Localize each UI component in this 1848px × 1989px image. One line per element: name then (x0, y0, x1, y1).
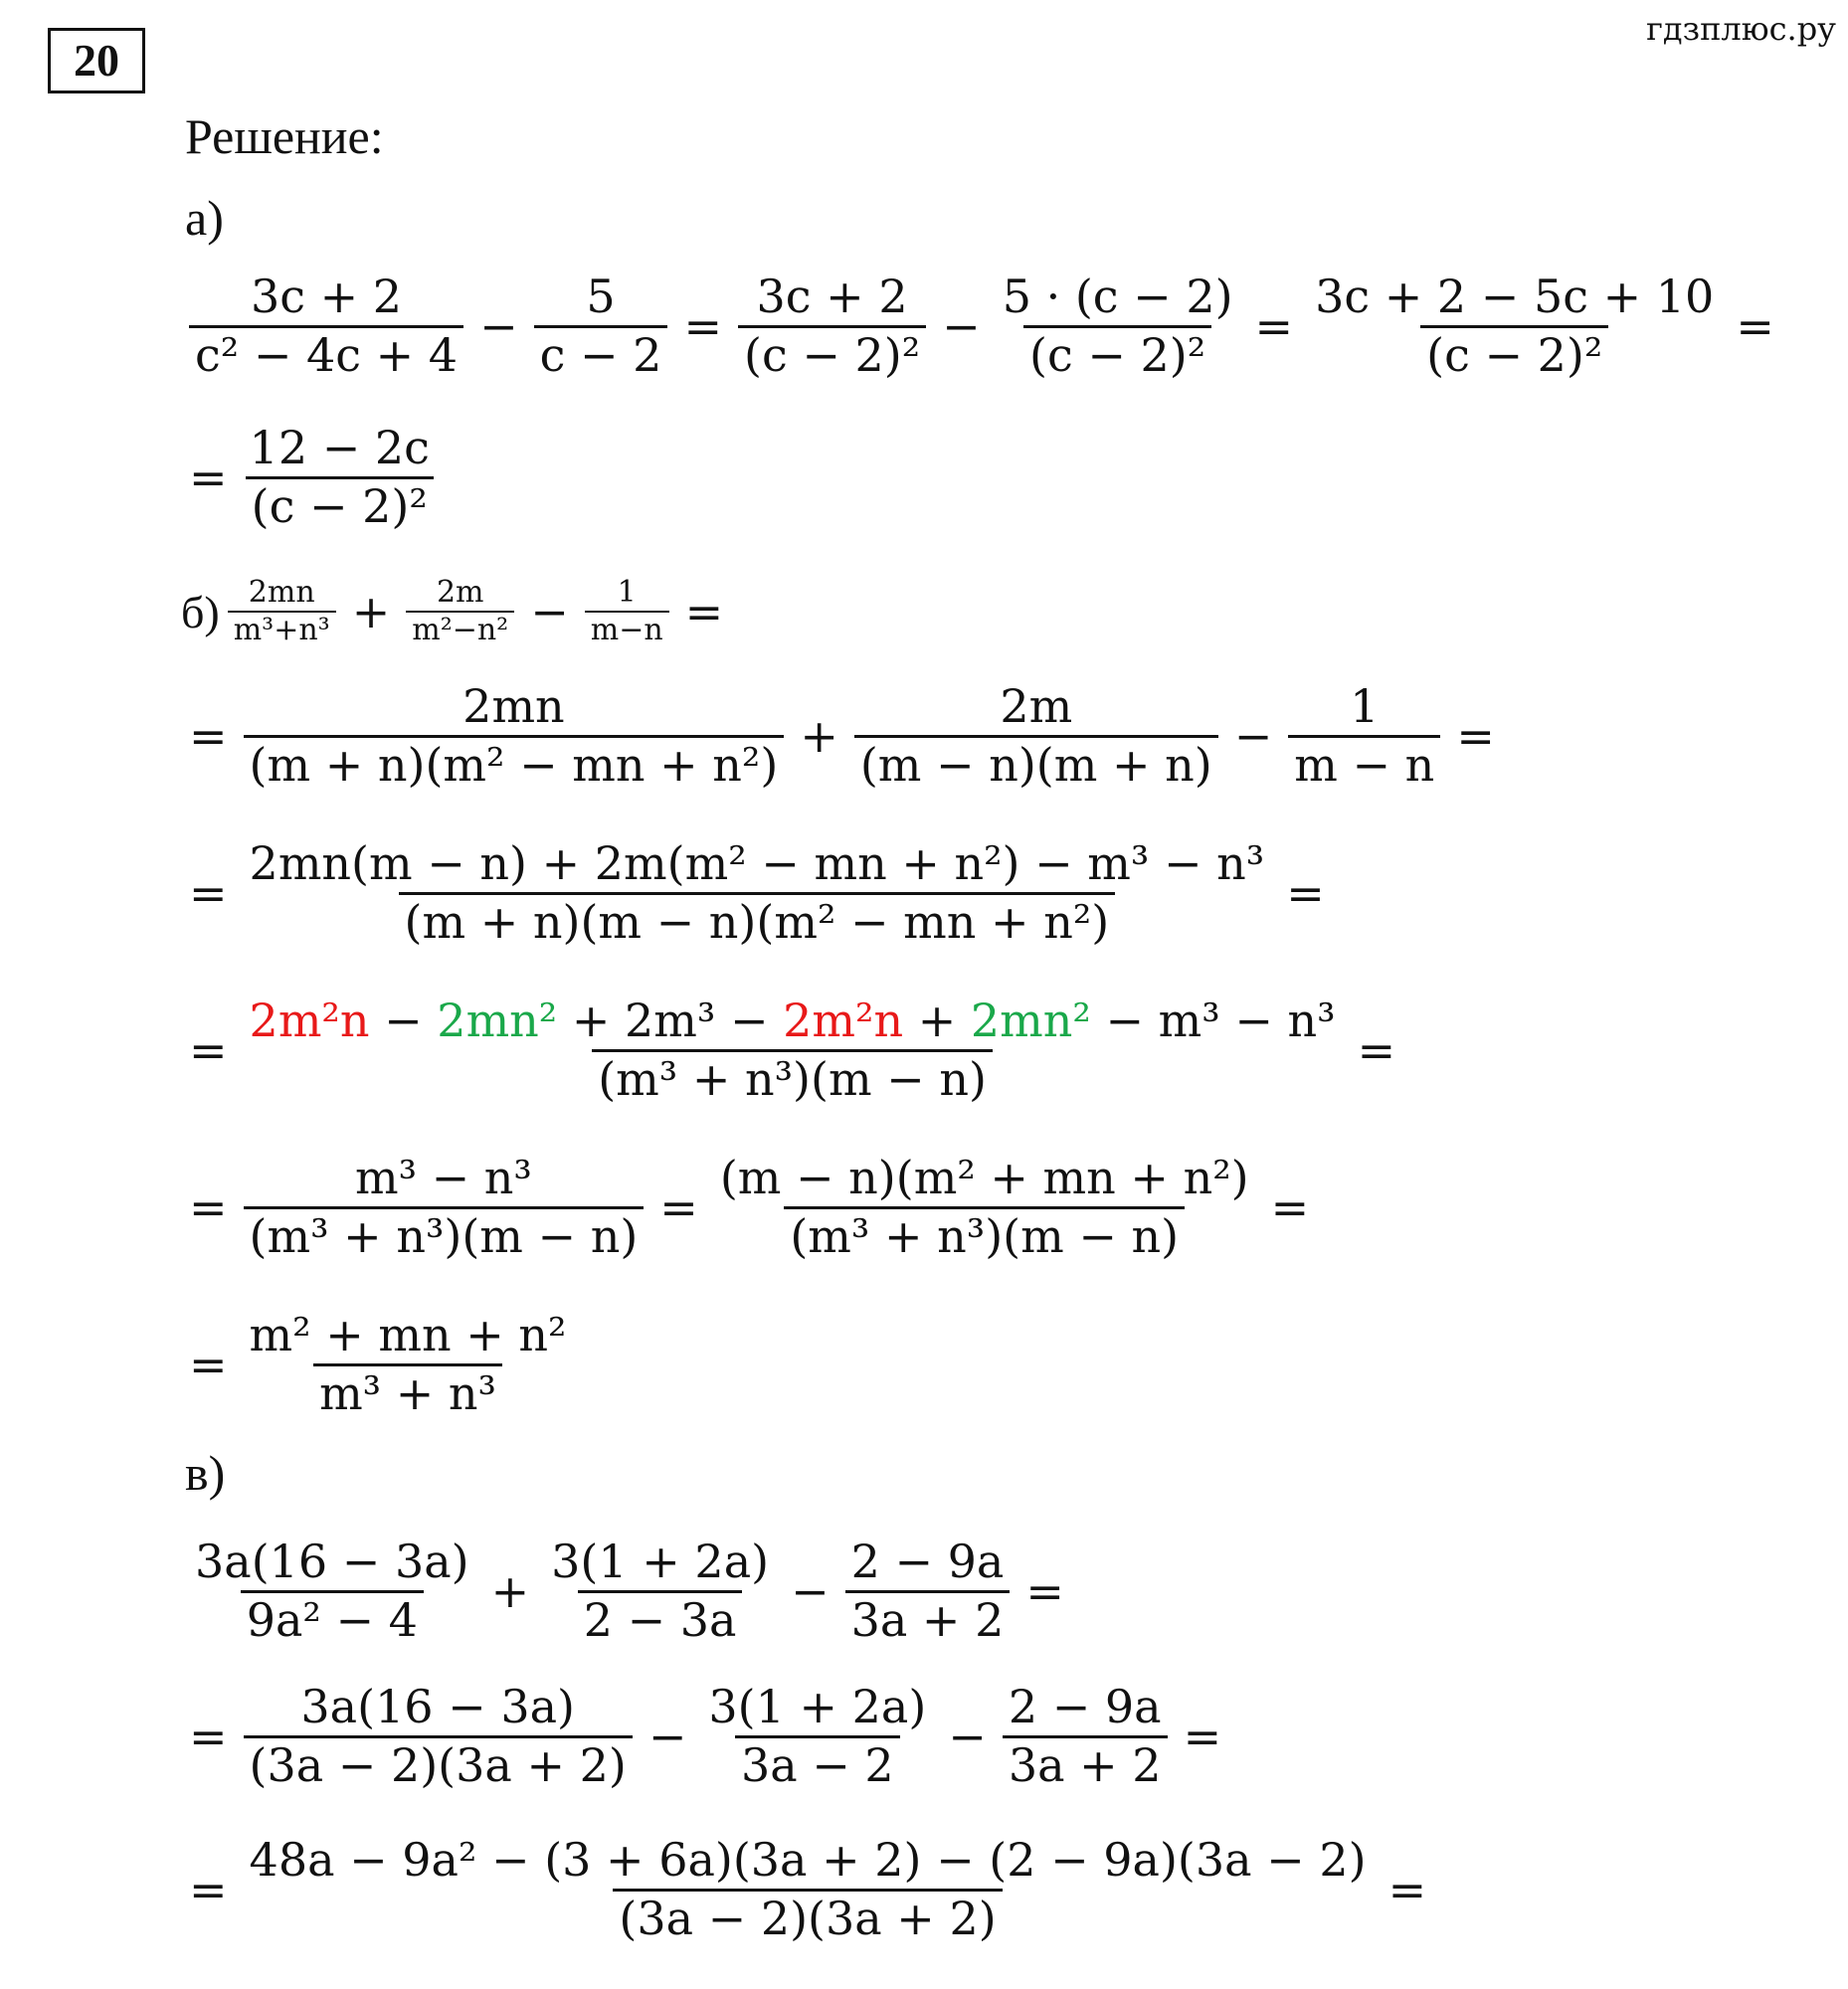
part-v-label: в) (185, 1445, 226, 1501)
part-a-line-1: $\frac{3c + 2}{\text{c² − 4c + 4}}$ − $\frac{5}{c - 2}$ = $\frac{3c + 2}{\text{(c − 2)²}}$ − $\frac{5 \cdot (c - 2)}{\text{(c − 2)²}}$ = $\frac{3c + 2 - 5c + 10}{\text{(c − 2)²}}$ = (0, 267, 1848, 386)
term-green: 2mn² (970, 994, 1091, 1048)
fraction: $\frac{1}{m-n}$ (585, 575, 669, 648)
term-green: 2mn² (437, 994, 558, 1048)
fraction: $\frac{2 - 9a}{3a + 2}$ (845, 1535, 1011, 1647)
part-v-line-2: = $\frac{3a(16 - 3a)}{(3a - 2)(3a + 2)}$ − $\frac{3(1 + 2a)}{3a - 2}$ − $\frac{2 - 9a}{3a + 2}$ = (189, 1680, 1222, 1792)
fraction: $\frac{\text{m² + mn + n²}}{\text{m³ + n³}}$ (249, 1308, 567, 1420)
fraction: $\frac{\text{2m²n − 2mn² + 2m³ − 2m²n + 2mn² − m³ − n³}}{\text{(m³ + n³)(m − n)}}$ (249, 994, 1336, 1106)
exercise-number: 20 (48, 28, 145, 93)
fraction: $\frac{3(1 + 2a)}{2 - 3a}$ (551, 1535, 770, 1647)
fraction: $\frac{3(1 + 2a)}{3a - 2}$ (708, 1680, 927, 1792)
solution-label: Решение: (185, 108, 384, 164)
part-b-label: б) (181, 586, 220, 637)
fraction: $\frac{2m}{(m - n)(m + n)}$ (854, 679, 1218, 792)
part-v-line-1: $\frac{3a(16 - 3a)}{\text{9a² − 4}}$ + $\frac{3(1 + 2a)}{2 - 3a}$ − $\frac{2 - 9a}{3a + 2}$ = (0, 1532, 1848, 1651)
part-b-line-4: = $\frac{\text{m³ − n³}}{\text{(m³ + n³)(m − n)}}$ = $\frac{\text{(m − n)(m² + mn + n²)}}{\text{(m³ + n³)(m − n)}}$ = (189, 1151, 1310, 1263)
fraction: $\frac{1}{m - n}$ (1288, 679, 1440, 792)
part-a-line-2: = $\frac{12 - 2c}{\text{(c − 2)²}}$ (0, 418, 1848, 537)
fraction: $\frac{2 - 9a}{3a + 2}$ (1003, 1680, 1168, 1792)
fraction: $\frac{2mn}{\text{m³+n³}}$ (228, 575, 336, 648)
fraction: $\frac{2mn}{\text{(m + n)(m² − mn + n²)}}$ (244, 679, 785, 792)
part-a-label: а) (185, 190, 224, 246)
fraction: $\frac{3c + 2}{\text{c² − 4c + 4}}$ (189, 270, 463, 382)
fraction: $\frac{5}{c - 2}$ (534, 270, 668, 382)
part-v-line-3: = $\frac{\text{48a − 9a² − (3 + 6a)(3a + 2) − (2 − 9a)(3a − 2)}}{(3a - 2)(3a + 2)}$ = (189, 1833, 1427, 1945)
fraction: $\frac{12 - 2c}{\text{(c − 2)²}}$ (244, 421, 436, 533)
fraction: $\frac{3a(16 - 3a)}{\text{9a² − 4}}$ (195, 1535, 469, 1647)
fraction: $\frac{5 \cdot (c - 2)}{\text{(c − 2)²}}$ (1002, 270, 1233, 382)
part-b-line-3: = $\frac{\text{2m²n − 2mn² + 2m³ − 2m²n + 2mn² − m³ − n³}}{\text{(m³ + n³)(m − n)}}$ = (189, 994, 1396, 1106)
term-red: 2m²n (783, 994, 904, 1048)
fraction: $\frac{2m}{\text{m²−n²}}$ (406, 575, 514, 648)
part-b-line-2: = $\frac{\text{2mn(m − n) + 2m(m² − mn + n²) − m³ − n³}}{\text{(m + n)(m − n)(m² − mn + n²)}}$ = (189, 836, 1325, 949)
fraction: $\frac{3a(16 - 3a)}{(3a - 2)(3a + 2)}$ (244, 1680, 633, 1792)
fraction: $\frac{\text{48a − 9a² − (3 + 6a)(3a + 2) − (2 − 9a)(3a − 2)}}{(3a - 2)(3a + 2)}$ (249, 1833, 1367, 1945)
fraction: $\frac{\text{m³ − n³}}{\text{(m³ + n³)(m − n)}}$ (244, 1151, 645, 1263)
term-red: 2m²n (249, 994, 370, 1048)
part-b-line-1: = $\frac{2mn}{\text{(m + n)(m² − mn + n²)}}$ + $\frac{2m}{(m - n)(m + n)}$ − $\frac{1}{m - n}$ = (189, 679, 1495, 792)
fraction: $\frac{3c + 2 - 5c + 10}{\text{(c − 2)²}}$ (1315, 270, 1715, 382)
part-b-line-5: = $\frac{\text{m² + mn + n²}}{\text{m³ + n³}}$ (0, 1305, 1848, 1424)
fraction: $\frac{\text{(m − n)(m² + mn + n²)}}{\text{(m³ + n³)(m − n)}}$ (719, 1151, 1249, 1263)
fraction: $\frac{\text{2mn(m − n) + 2m(m² − mn + n²) − m³ − n³}}{\text{(m + n)(m − n)(m² − mn + n²)}}$ (249, 836, 1265, 949)
part-b-line-0: б) $\frac{2mn}{\text{m³+n³}}$ + $\frac{2m}{\text{m²−n²}}$ − $\frac{1}{m-n}$ = (181, 575, 724, 647)
site-name: гдзплюс.ру (1646, 10, 1836, 48)
fraction: $\frac{3c + 2}{\text{(c − 2)²}}$ (738, 270, 926, 382)
